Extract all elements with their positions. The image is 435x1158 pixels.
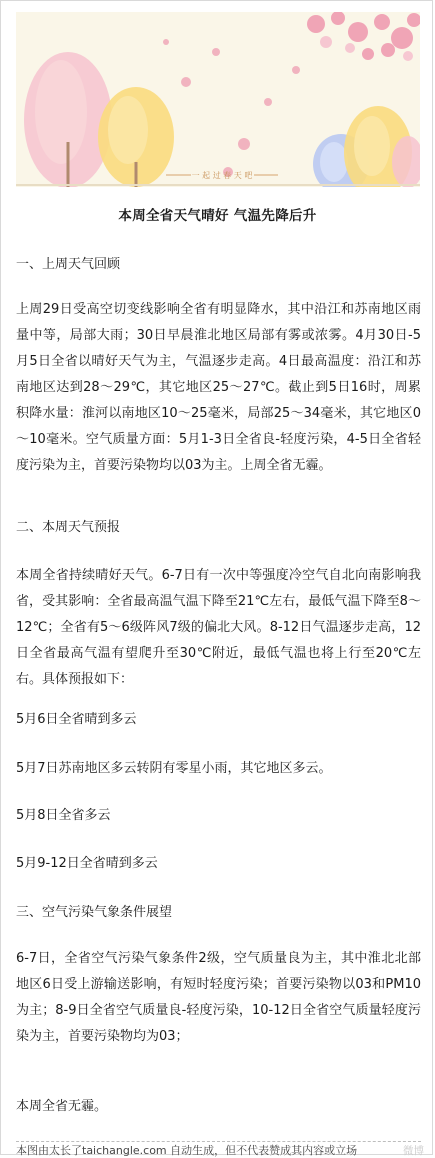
- spring-banner-illustration: [16, 12, 420, 187]
- daily-forecast-item: 5月6日全省晴到多云: [16, 712, 137, 727]
- review-paragraph: 上周29日受高空切变线影响全省有明显降水，其中沿江和苏南地区雨量中等，局部大雨；30日早晨淮北地区局部有雾或浓雾。4月30日-5月5日全省以晴好天气为主，气温逐步走高。4日最高温度：沿江和苏南地区达到28～29℃，其它地区25～27℃。截止到5日16时，周累积降水量：淮河以南地区10～25毫米，局部25～34毫米，其它地区0～10毫米。空气质量方面：5月1-3日全省良-轻度污染，4-5日全省轻度污染为主，首要污染物均以03为主。上周全省无霾。: [16, 302, 421, 473]
- banner-caption: 一 起 过 春 天 吧: [191, 171, 253, 180]
- footer-note: 本图由太长了taichangle.com 自动生成，但不代表赞成其内容或立场: [16, 1144, 358, 1157]
- haze-paragraph: 本周全省无霾。: [16, 1099, 108, 1114]
- weibo-watermark: 微博: [403, 1145, 424, 1157]
- article-title: 本周全省天气晴好 气温先降后升: [118, 208, 317, 224]
- pollution-paragraph: 6-7日，全省空气污染气象条件2级，空气质量良为主，其中淮北北部地区6日受上游输送影响，有短时轻度污染；首要污染物以03和PM10为主；8-9日全省空气质量良-轻度污染，10-12日全省空气质量轻度污染为主，首要污染物均为03；: [16, 951, 421, 1044]
- daily-forecast-item: 5月7日苏南地区多云转阴有零星小雨，其它地区多云。: [16, 761, 332, 776]
- forecast-paragraph: 本周全省持续晴好天气。6-7日有一次中等强度冷空气自北向南影响我省，受其影响：全省最高温气温下降至21℃左右，最低气温下降至8～12℃；全省有5～6级阵风7级的偏北大风。8-12日气温逐步走高，12日全省最高气温有望爬升至30℃附近，最低气温也将上行至20℃左右。具体预报如下：: [16, 568, 421, 687]
- section-heading-pollution: 三、空气污染气象条件展望: [16, 905, 173, 920]
- daily-forecast-item: 5月8日全省多云: [16, 808, 111, 823]
- spring-illustration: [16, 12, 420, 187]
- section-heading-review: 一、上周天气回顾: [16, 257, 121, 272]
- footer-divider: [16, 1141, 421, 1142]
- section-heading-forecast: 二、本周天气预报: [16, 520, 121, 535]
- daily-forecast-item: 5月9-12日全省晴到多云: [16, 856, 158, 871]
